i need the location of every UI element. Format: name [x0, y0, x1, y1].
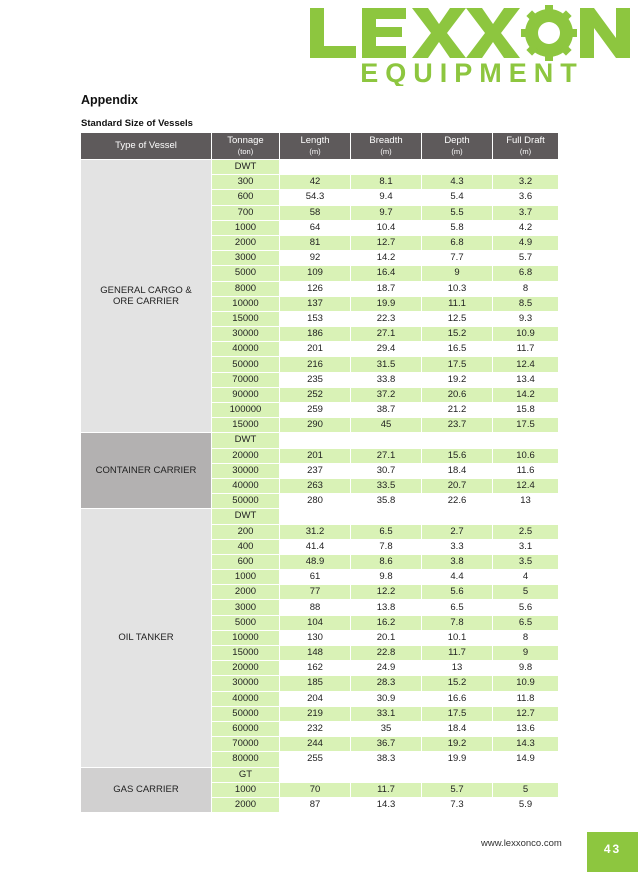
depth-cell: 12.5 — [422, 311, 493, 326]
breadth-cell: 12.7 — [351, 235, 422, 250]
full-draft-cell: 9.8 — [493, 661, 559, 676]
breadth-cell: 22.3 — [351, 311, 422, 326]
length-cell: 204 — [280, 691, 351, 706]
empty-cell — [280, 433, 351, 448]
breadth-cell: 33.5 — [351, 478, 422, 493]
depth-cell: 17.5 — [422, 706, 493, 721]
breadth-cell: 18.7 — [351, 281, 422, 296]
full-draft-cell: 4.2 — [493, 220, 559, 235]
breadth-cell: 11.7 — [351, 782, 422, 797]
breadth-cell: 33.1 — [351, 706, 422, 721]
group-unit-row — [81, 767, 559, 782]
tonnage-cell: 50000 — [212, 494, 280, 509]
depth-cell: 20.7 — [422, 478, 493, 493]
length-cell: 126 — [280, 281, 351, 296]
full-draft-cell: 9 — [493, 646, 559, 661]
tonnage-cell: 400 — [212, 539, 280, 554]
length-cell: 58 — [280, 205, 351, 220]
tonnage-cell: 80000 — [212, 752, 280, 767]
full-draft-cell: 11.6 — [493, 463, 559, 478]
full-draft-cell: 11.8 — [493, 691, 559, 706]
tonnage-cell: 600 — [212, 554, 280, 569]
length-cell: 186 — [280, 327, 351, 342]
length-cell: 162 — [280, 661, 351, 676]
breadth-cell: 38.7 — [351, 403, 422, 418]
breadth-cell: 37.2 — [351, 387, 422, 402]
full-draft-cell: 3.1 — [493, 539, 559, 554]
depth-cell: 16.6 — [422, 691, 493, 706]
tonnage-cell: 3000 — [212, 600, 280, 615]
tonnage-cell: 50000 — [212, 357, 280, 372]
full-draft-cell: 15.8 — [493, 403, 559, 418]
length-cell: 137 — [280, 296, 351, 311]
page-heading: Appendix — [81, 93, 138, 107]
full-draft-cell: 8 — [493, 630, 559, 645]
tonnage-cell: 60000 — [212, 721, 280, 736]
group-unit-row — [81, 160, 559, 175]
depth-cell: 10.3 — [422, 281, 493, 296]
length-cell: 104 — [280, 615, 351, 630]
empty-cell — [422, 160, 493, 175]
full-draft-cell: 12.7 — [493, 706, 559, 721]
vessel-type-cell: OIL TANKER — [81, 509, 212, 767]
breadth-cell: 27.1 — [351, 327, 422, 342]
breadth-cell: 8.6 — [351, 554, 422, 569]
tonnage-cell: 30000 — [212, 463, 280, 478]
full-draft-cell: 5.7 — [493, 251, 559, 266]
tonnage-cell: 1000 — [212, 782, 280, 797]
empty-cell — [351, 509, 422, 524]
depth-cell: 15.2 — [422, 676, 493, 691]
breadth-cell: 16.2 — [351, 615, 422, 630]
length-cell: 185 — [280, 676, 351, 691]
length-cell: 81 — [280, 235, 351, 250]
breadth-cell: 30.9 — [351, 691, 422, 706]
full-draft-cell: 17.5 — [493, 418, 559, 433]
breadth-cell: 12.2 — [351, 585, 422, 600]
vessel-type-cell: GAS CARRIER — [81, 767, 212, 813]
tonnage-cell: 600 — [212, 190, 280, 205]
depth-cell: 5.8 — [422, 220, 493, 235]
breadth-cell: 30.7 — [351, 463, 422, 478]
full-draft-cell: 13.4 — [493, 372, 559, 387]
depth-cell: 15.2 — [422, 327, 493, 342]
full-draft-cell: 11.7 — [493, 342, 559, 357]
length-cell: 41.4 — [280, 539, 351, 554]
breadth-cell: 13.8 — [351, 600, 422, 615]
full-draft-cell: 5 — [493, 585, 559, 600]
depth-cell: 20.6 — [422, 387, 493, 402]
length-cell: 263 — [280, 478, 351, 493]
full-draft-cell: 4.9 — [493, 235, 559, 250]
full-draft-cell: 8 — [493, 281, 559, 296]
vessel-type-cell: GENERAL CARGO & ORE CARRIER — [81, 160, 212, 433]
full-draft-cell: 14.9 — [493, 752, 559, 767]
depth-cell: 19.2 — [422, 737, 493, 752]
vessel-size-table — [80, 132, 558, 813]
breadth-cell: 45 — [351, 418, 422, 433]
length-cell: 148 — [280, 646, 351, 661]
empty-cell — [493, 433, 559, 448]
depth-cell: 11.7 — [422, 646, 493, 661]
empty-cell — [422, 433, 493, 448]
empty-cell — [493, 509, 559, 524]
breadth-cell: 38.3 — [351, 752, 422, 767]
full-draft-cell: 2.5 — [493, 524, 559, 539]
tonnage-unit-cell: DWT — [212, 509, 280, 524]
full-draft-cell: 10.9 — [493, 676, 559, 691]
breadth-cell: 14.2 — [351, 251, 422, 266]
breadth-cell: 27.1 — [351, 448, 422, 463]
tonnage-cell: 10000 — [212, 296, 280, 311]
empty-cell — [351, 767, 422, 782]
full-draft-cell: 3.5 — [493, 554, 559, 569]
lexxon-logo-graphic — [308, 4, 634, 86]
tonnage-unit-cell: GT — [212, 767, 280, 782]
length-cell: 130 — [280, 630, 351, 645]
empty-cell — [493, 160, 559, 175]
depth-cell: 4.3 — [422, 175, 493, 190]
depth-cell: 6.8 — [422, 235, 493, 250]
header-length: Length (m) — [280, 133, 351, 160]
breadth-cell: 9.4 — [351, 190, 422, 205]
length-cell: 109 — [280, 266, 351, 281]
breadth-cell: 35.8 — [351, 494, 422, 509]
full-draft-cell: 4 — [493, 570, 559, 585]
breadth-cell: 6.5 — [351, 524, 422, 539]
depth-cell: 7.8 — [422, 615, 493, 630]
length-cell: 31.2 — [280, 524, 351, 539]
header-tonnage: Tonnage (ton) — [212, 133, 280, 160]
svg-text:EQUIPMENT: EQUIPMENT — [360, 58, 584, 86]
table-body — [81, 160, 559, 813]
tonnage-cell: 1000 — [212, 570, 280, 585]
breadth-cell: 28.3 — [351, 676, 422, 691]
header-type-of-vessel: Type of Vessel — [81, 133, 212, 160]
empty-cell — [493, 767, 559, 782]
full-draft-cell: 10.9 — [493, 327, 559, 342]
group-unit-row — [81, 433, 559, 448]
tonnage-cell: 30000 — [212, 676, 280, 691]
full-draft-cell: 5 — [493, 782, 559, 797]
breadth-cell: 7.8 — [351, 539, 422, 554]
full-draft-cell: 3.7 — [493, 205, 559, 220]
header-full-draft: Full Draft (m) — [493, 133, 559, 160]
full-draft-cell: 5.6 — [493, 600, 559, 615]
tonnage-cell: 2000 — [212, 235, 280, 250]
full-draft-cell: 8.5 — [493, 296, 559, 311]
length-cell: 48.9 — [280, 554, 351, 569]
tonnage-cell: 40000 — [212, 478, 280, 493]
length-cell: 259 — [280, 403, 351, 418]
breadth-cell: 14.3 — [351, 797, 422, 812]
full-draft-cell: 5.9 — [493, 797, 559, 812]
length-cell: 87 — [280, 797, 351, 812]
length-cell: 219 — [280, 706, 351, 721]
tonnage-cell: 700 — [212, 205, 280, 220]
full-draft-cell: 14.2 — [493, 387, 559, 402]
length-cell: 153 — [280, 311, 351, 326]
breadth-cell: 33.8 — [351, 372, 422, 387]
depth-cell: 19.9 — [422, 752, 493, 767]
website-url: www.lexxonco.com — [481, 838, 562, 849]
length-cell: 70 — [280, 782, 351, 797]
full-draft-cell: 3.2 — [493, 175, 559, 190]
length-cell: 54.3 — [280, 190, 351, 205]
empty-cell — [422, 509, 493, 524]
full-draft-cell: 6.5 — [493, 615, 559, 630]
full-draft-cell: 3.6 — [493, 190, 559, 205]
depth-cell: 4.4 — [422, 570, 493, 585]
length-cell: 252 — [280, 387, 351, 402]
depth-cell: 7.3 — [422, 797, 493, 812]
tonnage-cell: 300 — [212, 175, 280, 190]
breadth-cell: 8.1 — [351, 175, 422, 190]
depth-cell: 18.4 — [422, 721, 493, 736]
full-draft-cell: 14.3 — [493, 737, 559, 752]
full-draft-cell: 9.3 — [493, 311, 559, 326]
header-breadth: Breadth (m) — [351, 133, 422, 160]
tonnage-cell: 5000 — [212, 266, 280, 281]
length-cell: 64 — [280, 220, 351, 235]
length-cell: 201 — [280, 448, 351, 463]
page-number: 43 — [587, 832, 638, 872]
empty-cell — [280, 160, 351, 175]
depth-cell: 3.8 — [422, 554, 493, 569]
depth-cell: 2.7 — [422, 524, 493, 539]
tonnage-cell: 10000 — [212, 630, 280, 645]
tonnage-cell: 5000 — [212, 615, 280, 630]
table-title: Standard Size of Vessels — [81, 118, 193, 129]
tonnage-cell: 100000 — [212, 403, 280, 418]
depth-cell: 11.1 — [422, 296, 493, 311]
tonnage-cell: 15000 — [212, 311, 280, 326]
breadth-cell: 20.1 — [351, 630, 422, 645]
breadth-cell: 19.9 — [351, 296, 422, 311]
empty-cell — [422, 767, 493, 782]
breadth-cell: 29.4 — [351, 342, 422, 357]
length-cell: 201 — [280, 342, 351, 357]
depth-cell: 19.2 — [422, 372, 493, 387]
tonnage-cell: 15000 — [212, 646, 280, 661]
length-cell: 235 — [280, 372, 351, 387]
length-cell: 255 — [280, 752, 351, 767]
breadth-cell: 24.9 — [351, 661, 422, 676]
breadth-cell: 10.4 — [351, 220, 422, 235]
tonnage-cell: 40000 — [212, 691, 280, 706]
length-cell: 92 — [280, 251, 351, 266]
empty-cell — [351, 433, 422, 448]
length-cell: 61 — [280, 570, 351, 585]
length-cell: 280 — [280, 494, 351, 509]
depth-cell: 23.7 — [422, 418, 493, 433]
depth-cell: 7.7 — [422, 251, 493, 266]
length-cell: 77 — [280, 585, 351, 600]
tonnage-cell: 90000 — [212, 387, 280, 402]
breadth-cell: 16.4 — [351, 266, 422, 281]
breadth-cell: 22.8 — [351, 646, 422, 661]
tonnage-cell: 15000 — [212, 418, 280, 433]
header-depth: Depth (m) — [422, 133, 493, 160]
full-draft-cell: 13.6 — [493, 721, 559, 736]
tonnage-cell: 50000 — [212, 706, 280, 721]
breadth-cell: 9.8 — [351, 570, 422, 585]
depth-cell: 5.4 — [422, 190, 493, 205]
depth-cell: 10.1 — [422, 630, 493, 645]
full-draft-cell: 6.8 — [493, 266, 559, 281]
breadth-cell: 36.7 — [351, 737, 422, 752]
empty-cell — [280, 767, 351, 782]
full-draft-cell: 10.6 — [493, 448, 559, 463]
tonnage-unit-cell: DWT — [212, 160, 280, 175]
depth-cell: 5.7 — [422, 782, 493, 797]
empty-cell — [351, 160, 422, 175]
vessel-type-cell: CONTAINER CARRIER — [81, 433, 212, 509]
tonnage-cell: 20000 — [212, 661, 280, 676]
breadth-cell: 35 — [351, 721, 422, 736]
depth-cell: 5.5 — [422, 205, 493, 220]
depth-cell: 5.6 — [422, 585, 493, 600]
length-cell: 216 — [280, 357, 351, 372]
tonnage-cell: 70000 — [212, 372, 280, 387]
tonnage-cell: 3000 — [212, 251, 280, 266]
depth-cell: 17.5 — [422, 357, 493, 372]
breadth-cell: 31.5 — [351, 357, 422, 372]
tonnage-cell: 40000 — [212, 342, 280, 357]
tonnage-cell: 20000 — [212, 448, 280, 463]
tonnage-cell: 2000 — [212, 585, 280, 600]
tonnage-cell: 1000 — [212, 220, 280, 235]
breadth-cell: 9.7 — [351, 205, 422, 220]
length-cell: 88 — [280, 600, 351, 615]
depth-cell: 16.5 — [422, 342, 493, 357]
tonnage-cell: 2000 — [212, 797, 280, 812]
tonnage-cell: 70000 — [212, 737, 280, 752]
depth-cell: 13 — [422, 661, 493, 676]
full-draft-cell: 12.4 — [493, 478, 559, 493]
company-logo — [308, 4, 634, 86]
length-cell: 244 — [280, 737, 351, 752]
length-cell: 42 — [280, 175, 351, 190]
empty-cell — [280, 509, 351, 524]
tonnage-unit-cell: DWT — [212, 433, 280, 448]
depth-cell: 3.3 — [422, 539, 493, 554]
length-cell: 237 — [280, 463, 351, 478]
depth-cell: 18.4 — [422, 463, 493, 478]
tonnage-cell: 8000 — [212, 281, 280, 296]
length-cell: 232 — [280, 721, 351, 736]
tonnage-cell: 200 — [212, 524, 280, 539]
depth-cell: 22.6 — [422, 494, 493, 509]
length-cell: 290 — [280, 418, 351, 433]
full-draft-cell: 13 — [493, 494, 559, 509]
tonnage-cell: 30000 — [212, 327, 280, 342]
depth-cell: 9 — [422, 266, 493, 281]
depth-cell: 6.5 — [422, 600, 493, 615]
depth-cell: 15.6 — [422, 448, 493, 463]
group-unit-row — [81, 509, 559, 524]
depth-cell: 21.2 — [422, 403, 493, 418]
full-draft-cell: 12.4 — [493, 357, 559, 372]
